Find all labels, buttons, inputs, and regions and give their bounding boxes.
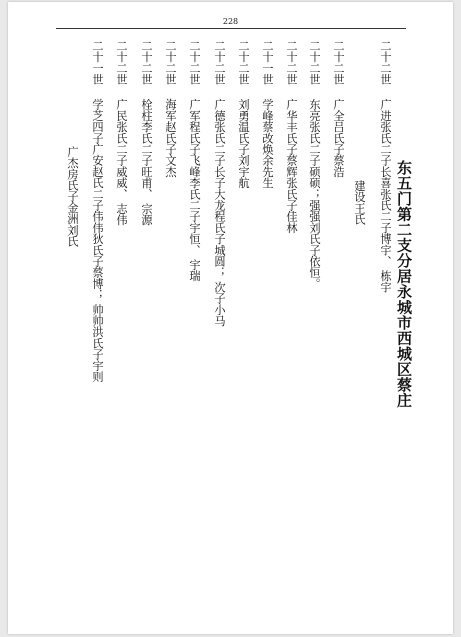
document-page bbox=[8, 2, 453, 634]
genealogy-entry bbox=[164, 40, 176, 177]
entry-text: 广民张氏二子威威、 志伟 bbox=[115, 98, 128, 226]
genealogy-entry bbox=[285, 40, 297, 233]
genealogy-entry bbox=[213, 40, 225, 326]
entry-text: 海军赵氏子文杰 bbox=[164, 98, 177, 178]
genealogy-entry bbox=[353, 180, 365, 225]
genealogy-entry bbox=[332, 40, 344, 177]
genealogy-entry bbox=[261, 40, 273, 188]
section-title: 东五门第二支分居永城市西城区蔡庄 bbox=[395, 160, 413, 408]
genealogy-entry bbox=[379, 40, 391, 293]
genealogy-entry bbox=[115, 40, 127, 226]
generation-label: 二十二世 bbox=[213, 40, 226, 85]
entry-text: 广华丰氏子蔡辉张氏子佳林 bbox=[285, 98, 298, 234]
genealogy-entry bbox=[66, 146, 78, 247]
generation-label: 二十一世 bbox=[91, 40, 104, 85]
genealogy-entry bbox=[308, 40, 320, 289]
generation-label: 二十二世 bbox=[332, 40, 345, 85]
entry-text: 广全吕氏子蔡浩 bbox=[332, 98, 345, 178]
header-rule bbox=[56, 28, 406, 29]
entry-text: 学峰蔡改焕余先生 bbox=[261, 98, 274, 189]
generation-label: 二十一世 bbox=[261, 40, 274, 85]
page-number: 228 bbox=[222, 17, 239, 26]
entry-text: 学芝四子广安赵氏二子伟伟狄氏子蔡博； 帅帅洪氏子宇则 bbox=[91, 98, 104, 383]
entry-text: 广军程氏子飞峰李氏二子宇恒、 宇瑞 bbox=[188, 98, 201, 282]
generation-label: 二十二世 bbox=[285, 40, 298, 85]
genealogy-entry bbox=[91, 40, 103, 382]
entry-text: 广杰房氏子金洲刘氏 bbox=[66, 146, 79, 247]
generation-label: 二十二世 bbox=[115, 40, 128, 85]
entry-text: 东亮张氏二子硕硕；强强刘氏子依恒。 bbox=[308, 98, 321, 290]
generation-label: 二十二世 bbox=[379, 40, 392, 85]
generation-label: 二十二世 bbox=[164, 40, 177, 85]
generation-label: 二十二世 bbox=[188, 40, 201, 85]
genealogy-entry bbox=[188, 40, 200, 282]
generation-label: 二十二世 bbox=[237, 40, 250, 85]
generation-label: 二十二世 bbox=[308, 40, 321, 85]
entry-text: 建设王氏 bbox=[353, 180, 366, 225]
entry-text: 广德张氏二子长子大龙程氏子城圆； 次子小马 bbox=[213, 98, 226, 327]
entry-text: 刘勇温氏子刘宇航 bbox=[237, 98, 250, 189]
genealogy-entry bbox=[140, 40, 152, 226]
genealogy-entry bbox=[237, 40, 249, 188]
entry-text: 栓柱李氏二子旺甫、 宗源 bbox=[140, 98, 153, 226]
generation-label: 二十二世 bbox=[140, 40, 153, 85]
entry-text: 广进张氏二子长喜张氏二子博宇、 栋宇 bbox=[379, 98, 392, 293]
